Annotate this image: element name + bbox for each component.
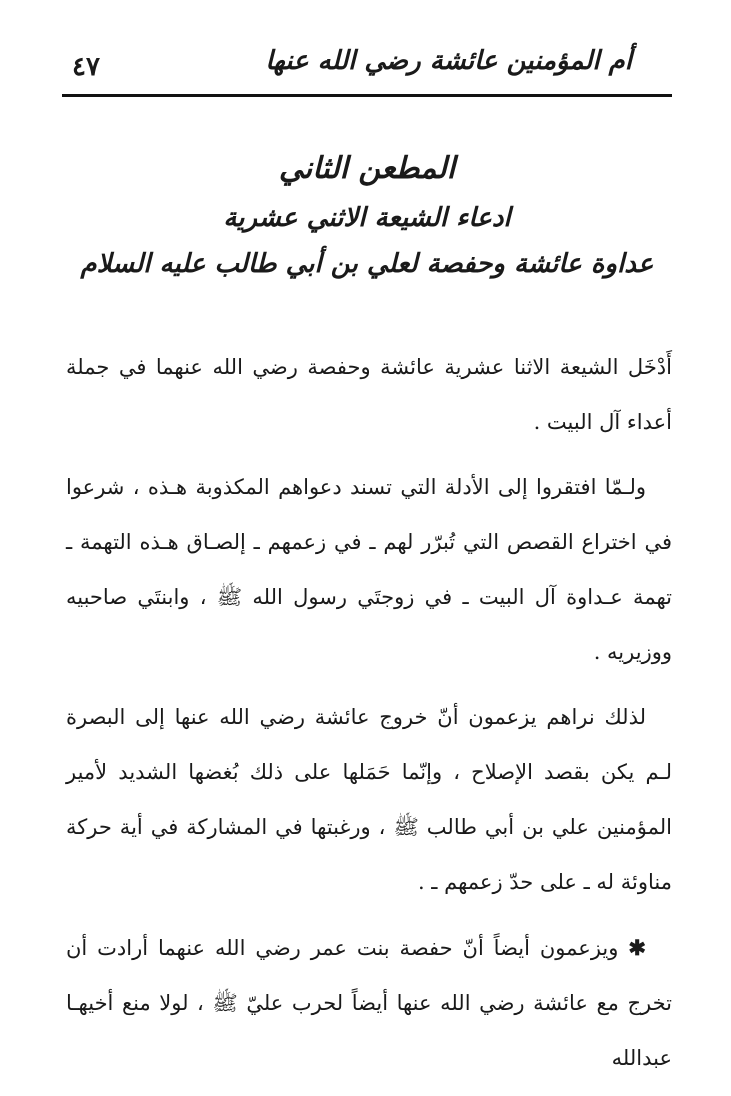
chapter-subtitle: ادعاء الشيعة الاثني عشرية — [223, 202, 511, 233]
chapter-title: المطعن الثاني — [278, 151, 456, 186]
paragraph-2: ولـمّا افتقروا إلى الأدلة التي تسند دعواهم المكذوبة هـذه ، شرعوا في اختراع القصص التي تُبرّر لهم ـ في زعمهم ـ إلصـاق هـذه التهمة ـ تهمة عـداوة آل البيت ـ في زوجتَي رسول الله ﷺ ، وابنتَي صاحبيه ووزيريه . — [66, 475, 672, 664]
paragraph-4 — [66, 920, 672, 1086]
chapter-subtitle-secondary: عداوة عائشة وحفصة لعلي بن أبي طالب عليه السلام — [80, 249, 654, 279]
paragraph-4-text: ويزعمون أيضاً أنّ حفصة بنت عمر رضي الله عنهما أرادت أن تخرج مع عائشة رضي الله عنها أيضاً لحرب عليّ ﷺ ، لولا منع أخيهـا عبدالله — [66, 936, 672, 1070]
paragraph-3: لذلك نراهم يزعمون أنّ خروج عائشة رضي الله عنها إلى البصرة لـم يكن بقصد الإصلاح ، وإنّما حَمَلها على ذلك بُغضها الشديد لأمير المؤمنين علي بن أبي طالب ﷺ ، ورغبتها في المشاركة في أية حركة مناوئة له ـ على حدّ زعمهم ـ . — [66, 705, 672, 894]
header-rule — [62, 94, 672, 97]
running-header — [62, 44, 672, 92]
asterisk-marker: ✱ — [628, 935, 646, 960]
paragraph-1: أَدْخَل الشيعة الاثنا عشرية عائشة وحفصة رضي الله عنهما في جملة أعداء آل البيت . — [66, 355, 672, 434]
body-text — [66, 340, 672, 1096]
page-number: ٤٧ — [72, 52, 100, 82]
chapter-titles — [62, 150, 672, 281]
running-title: أم المؤمنين عائشة رضي الله عنها — [265, 46, 632, 76]
